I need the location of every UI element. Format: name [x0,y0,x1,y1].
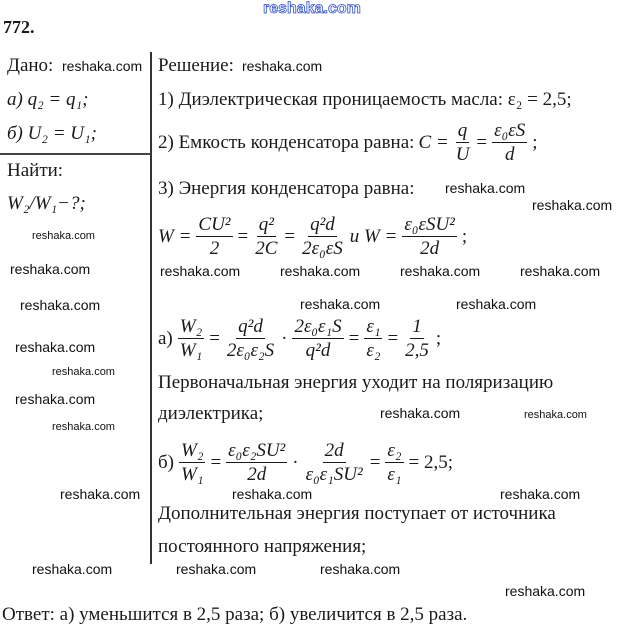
fraction-numerator: ε₀εSU² [404,214,455,235]
watermark: reshaka.com [15,391,96,407]
fraction [492,120,527,165]
fraction-numerator: q²d [310,214,335,235]
fraction-denominator: 2 [209,238,220,259]
watermark: reshaka.com [232,486,313,502]
find-label: Найти: [7,160,64,181]
formula-token: б) [158,451,174,473]
fraction [402,214,457,259]
watermark: reshaka.com [532,197,613,213]
fraction [403,316,431,361]
formula-token: = [369,451,381,473]
watermark: reshaka.com [60,486,141,502]
formula-token: ; [435,327,442,349]
find-target: W₂/W₁−?; [7,193,86,214]
fraction-denominator: ε₀ε₁SU² [305,464,363,485]
fraction-denominator: d [504,144,515,165]
watermark: reshaka.com [160,263,241,279]
given-divider [0,153,151,155]
fraction-numerator: ε₁ [366,316,381,337]
fraction-numerator: ε₂ [387,440,402,461]
step-2-formula [156,120,540,165]
fraction-numerator: 2ε₀ε₁S [294,316,342,337]
step-3-formula [156,214,469,259]
given-b: б) U₂ = U₁; [7,123,97,144]
fraction-denominator: W₁ [179,340,203,361]
formula-token: ; [532,131,538,153]
case-b-text-2: постоянного напряжения; [158,536,367,557]
watermark: reshaka.com [380,405,461,421]
problem-number: 772. [3,17,35,37]
fraction-numerator: W₂ [179,316,203,337]
fraction-denominator: W₁ [181,464,204,485]
case-a-formula [156,316,443,361]
formula-token: = [209,327,220,349]
watermark: reshaka.com [445,180,526,196]
formula-token: а) [158,327,173,349]
fraction [196,214,232,259]
watermark: reshaka.com [263,0,361,17]
formula-token: и W = [349,225,398,247]
formula-token: · [281,327,288,349]
formula-token: · [292,451,299,473]
formula-token: ; [461,225,468,247]
fraction-numerator: W₂ [181,440,204,461]
fraction [226,440,287,485]
fraction [253,214,279,259]
given-label: Дано: [7,55,54,76]
watermark: reshaka.com [62,58,143,74]
case-a-text-1: Первоначальная энергия уходит на поляризацию [158,372,554,393]
watermark: reshaka.com [20,297,101,313]
watermark: reshaka.com [505,583,586,599]
step-3-label: 3) Энергия конденсатора равна: [158,178,415,199]
fraction-denominator: 2,5 [405,340,429,361]
watermark: reshaka.com [500,486,581,502]
fraction-denominator: q²d [305,340,331,361]
fraction-denominator: U [455,144,470,165]
watermark: reshaka.com [176,561,257,577]
fraction-denominator: 2d [420,238,440,259]
watermark: reshaka.com [524,409,587,421]
watermark: reshaka.com [300,296,381,312]
fraction-numerator: 1 [412,316,422,337]
watermark: reshaka.com [52,366,115,378]
fraction [300,214,345,259]
fraction-numerator: q [457,120,468,141]
watermark: reshaka.com [52,421,115,433]
watermark: reshaka.com [10,261,91,277]
watermark: reshaka.com [400,263,481,279]
step-1: 1) Диэлектрическая проницаемость масла: ε₂ = 2,5; [158,89,572,110]
watermark: reshaka.com [320,561,401,577]
formula-token: = [348,327,360,349]
watermark: reshaka.com [280,263,361,279]
fraction-denominator: 2ε₀ε₂S [226,340,275,361]
watermark: reshaka.com [15,339,96,355]
formula-token: = [210,451,222,473]
fraction-numerator: q²d [238,316,263,337]
fraction-numerator: ε₀ε₂SU² [228,440,286,461]
solution-label: Решение: [158,55,234,76]
fraction [385,440,403,485]
watermark: reshaka.com [520,263,601,279]
fraction [178,316,204,361]
watermark: reshaka.com [32,230,95,242]
case-a-text-2: диэлектрика; [158,403,264,424]
formula-token: = [284,225,296,247]
fraction-numerator: CU² [198,214,231,235]
formula-token: = [387,327,399,349]
fraction-denominator: 2ε₀εS [302,238,343,259]
formula-token: W = [158,225,192,247]
fraction [179,440,205,485]
watermark: reshaka.com [32,561,113,577]
case-b-text-1: Дополнительная энергия поступает от источника [158,503,556,524]
fraction-denominator: ε₁ [387,464,402,485]
fraction [225,316,276,361]
watermark: reshaka.com [242,58,323,74]
formula-token: 2) Емкость конденсатора равна: [158,131,415,153]
given-a: а) q₂ = q₁; [7,89,89,110]
fraction-denominator: ε₂ [366,340,381,361]
fraction-numerator: 2d [324,440,344,461]
fraction [364,316,382,361]
formula-token: = 2,5; [408,451,454,473]
formula-token: = [237,225,249,247]
fraction-numerator: q² [258,214,274,235]
fraction [454,120,472,165]
formula-token: C = [418,131,449,153]
fraction-denominator: 2C [255,238,278,259]
fraction [304,440,365,485]
column-divider [150,52,152,564]
formula-token: = [476,131,488,153]
watermark: reshaka.com [456,296,537,312]
fraction-numerator: ε₀εS [494,120,526,141]
answer: Ответ: а) уменьшится в 2,5 раза; б) увеличится в 2,5 раза. [2,604,468,625]
fraction [292,316,343,361]
fraction-denominator: 2d [247,464,267,485]
case-b-formula [156,440,455,485]
